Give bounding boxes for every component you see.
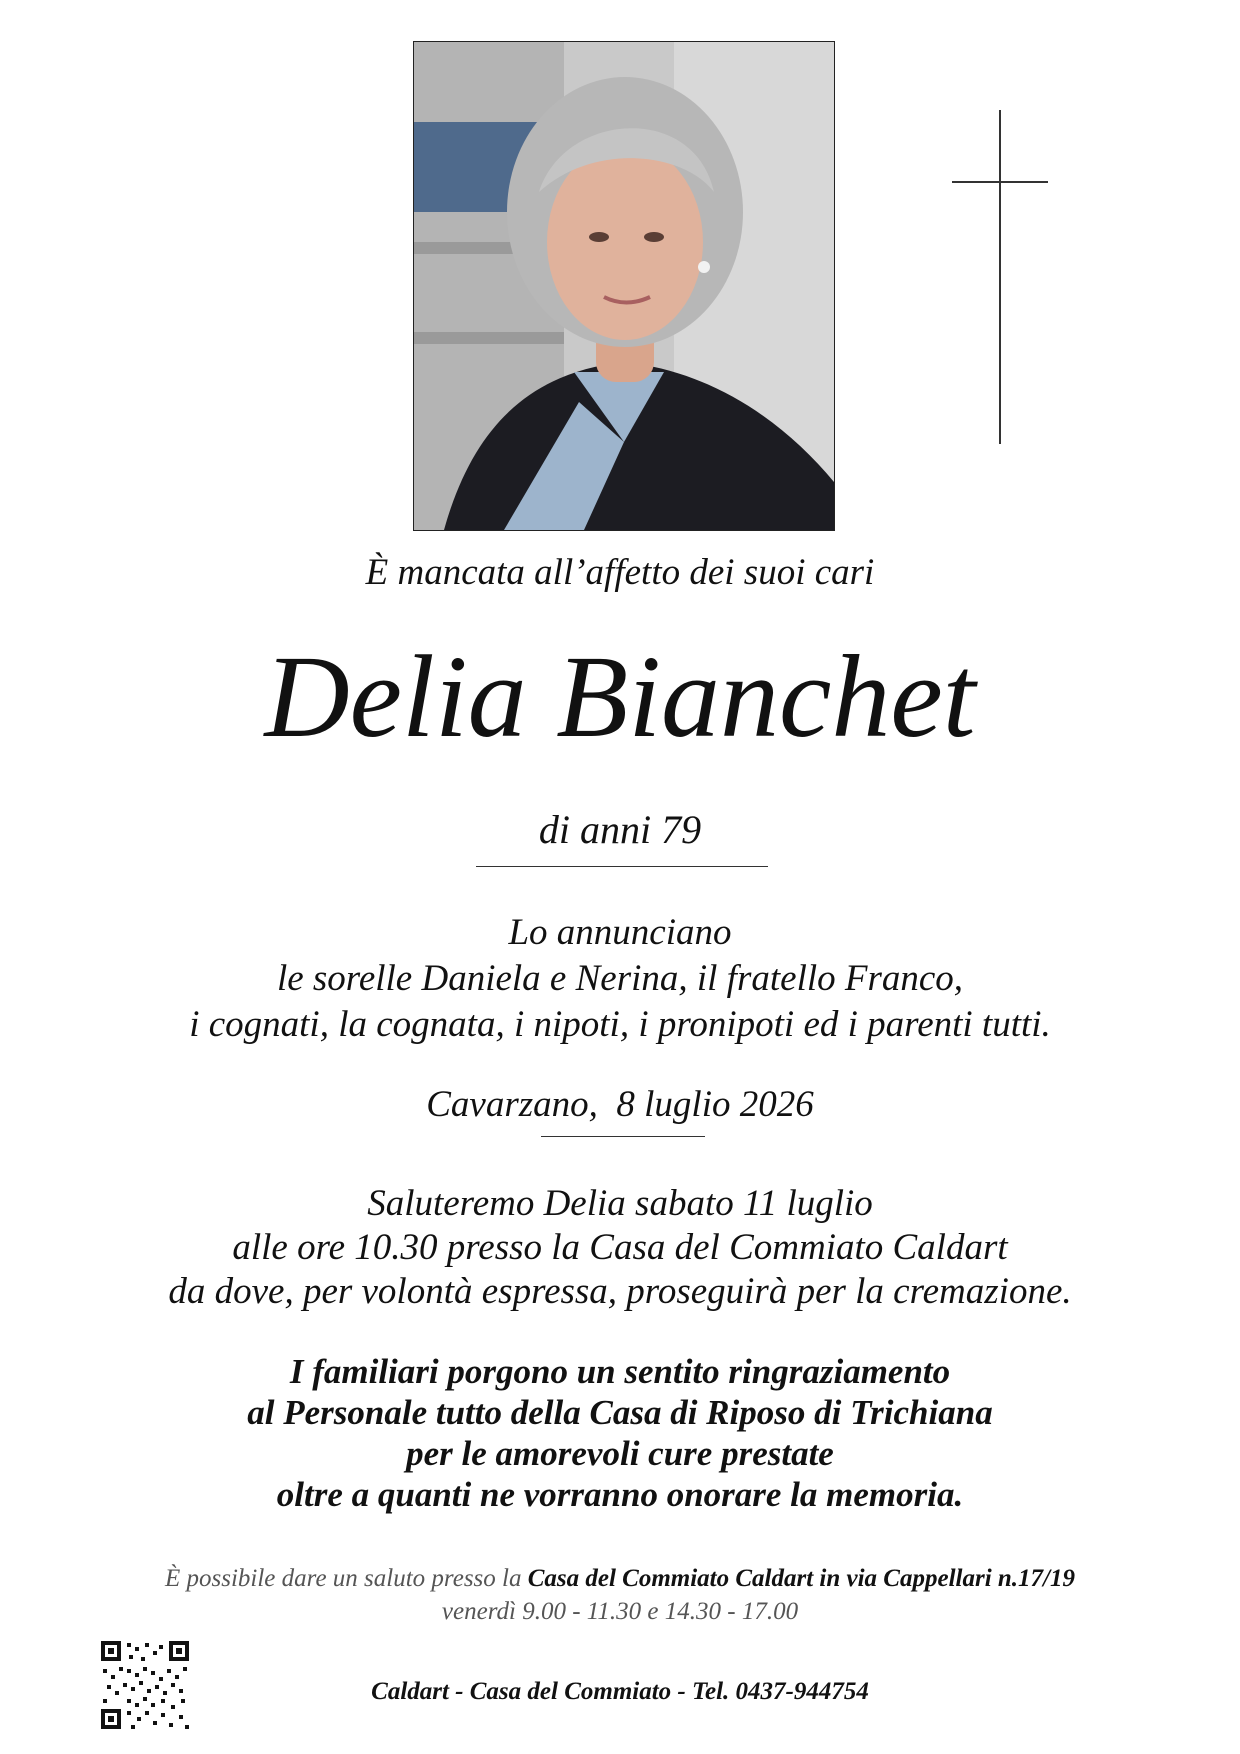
thanks-message xyxy=(0,1351,1240,1515)
age-divider xyxy=(476,866,768,867)
thanks-line: oltre a quanti ne vorranno onorare la memoria. xyxy=(276,1475,964,1514)
announcement-line: le sorelle Daniela e Nerina, il fratello Franco, xyxy=(276,958,964,999)
portrait-photo xyxy=(413,41,835,531)
age-text: di anni 79 xyxy=(538,807,702,852)
visitation-info xyxy=(0,1562,1240,1628)
thanks-line: al Personale tutto della Casa di Riposo di Trichiana xyxy=(247,1393,993,1432)
announcement-line: i cognati, la cognata, i nipoti, i pronipoti ed i parenti tutti. xyxy=(189,1004,1051,1045)
cross-vertical-bar xyxy=(999,110,1001,444)
service-line: da dove, per volontà espressa, proseguirà per la cremazione. xyxy=(168,1271,1072,1312)
service-info xyxy=(0,1182,1240,1314)
dateline-text: Cavarzano, 8 luglio 2026 xyxy=(426,1084,814,1125)
thanks-line: per le amorevoli cure prestate xyxy=(406,1434,834,1473)
visitation-line xyxy=(0,1562,1240,1595)
intro-text: È mancata all’affetto dei suoi cari xyxy=(365,552,875,593)
footer-contact: Caldart - Casa del Commiato - Tel. 0437-944754 xyxy=(371,1678,869,1705)
visitation-hours: venerdì 9.00 - 11.30 e 14.30 - 17.00 xyxy=(441,1598,799,1625)
announcement xyxy=(0,910,1240,1048)
service-line: alle ore 10.30 presso la Casa del Commiato Caldart xyxy=(232,1227,1008,1268)
service-line: Saluteremo Delia sabato 11 luglio xyxy=(367,1183,873,1224)
thanks-line: I familiari porgono un sentito ringraziamento xyxy=(289,1352,951,1391)
visitation-place: Casa del Commiato Caldart in via Cappellari n.17/19 xyxy=(527,1565,1075,1592)
cross-horizontal-bar xyxy=(952,181,1048,183)
deceased-name: Delia Bianchet xyxy=(264,631,976,762)
date-divider xyxy=(541,1136,705,1137)
visitation-prefix: È possibile dare un saluto presso la xyxy=(164,1565,528,1592)
dateline xyxy=(0,1083,1240,1126)
portrait-illustration xyxy=(414,42,834,530)
announcement-line: Lo annunciano xyxy=(508,912,732,953)
